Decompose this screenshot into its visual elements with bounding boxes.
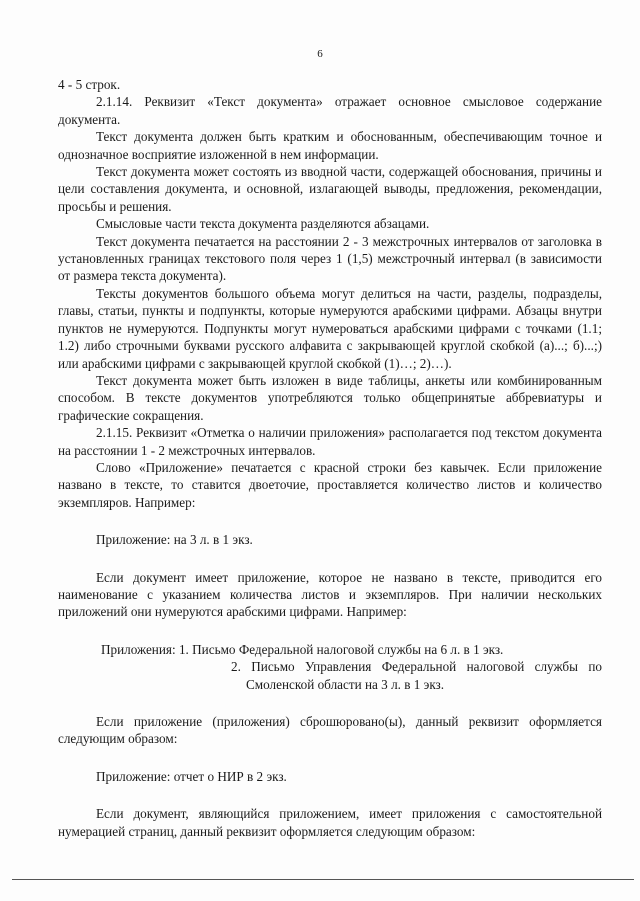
paragraph-paragraphs: Смысловые части текста документа разделяются абзацами. <box>96 216 430 232</box>
spacer <box>58 748 602 768</box>
paragraph-text-spacing: Текст документа печатается на расстоянии 2 - 3 межстрочных интервалов от заголовка в установленных границах текстового поля через 1 (1,5) межстрочный интервал (в зависимости от размера текста документа). <box>58 233 602 284</box>
spacer <box>58 621 602 641</box>
paragraph-text-parts: Текст документа может состоять из вводной части, содержащей обоснования, причины и цели составления документа, и основной, излагающей выводы, предложения, рекомендации, просьбы и решения. <box>58 164 602 214</box>
paragraph-brochured: Если приложение (приложения) сброшюровано(ы), данный реквизит оформляется следующим образом: <box>58 714 602 747</box>
paragraph-table-form: Текст документа может быть изложен в виде таблицы, анкеты или комбинированным способом. В тексте документов употребляются только общепринятые аббревиатуры и графические сокращения. <box>58 372 602 423</box>
attachments-label: Приложения: <box>101 641 179 657</box>
attachment-item-1: 1. Письмо Федеральной налоговой службы на 6 л. в 1 экз. <box>178 641 504 657</box>
spacer <box>58 511 602 531</box>
bottom-divider <box>12 879 634 880</box>
paragraph-unnamed-attachment: Если документ имеет приложение, которое не названо в тексте, приводится его наименование с указанием количества листов и экземпляров. При наличии нескольких приложений они нумеруются арабскими цифрами. Например: <box>58 569 602 620</box>
paragraph-self-numbered: Если документ, являющийся приложением, имеет приложения с самостоятельной нумерацией страниц, данный реквизит оформляется следующим образом: <box>58 806 602 839</box>
example-attachments-list <box>58 641 602 693</box>
document-body <box>58 76 602 840</box>
attachment-item-2-continued: Смоленской области на 3 л. в 1 экз. <box>246 676 445 692</box>
example-attachment-report: Приложение: отчет о НИР в 2 экз. <box>96 768 287 784</box>
spacer <box>58 549 602 569</box>
paragraph-2-1-15: 2.1.15. Реквизит «Отметка о наличии приложения» располагается под текстом документа на расстоянии 1 - 2 межстрочных интервалов. <box>58 425 602 458</box>
paragraph-large-texts: Тексты документов большого объема могут делиться на части, разделы, подразделы, главы, статьи, пункты и подпункты, которые нумеруются арабскими цифрами. Абзацы внутри пунктов не нумеруются. Подпункты могут нумероваться арабскими цифрами с точками (1.1; 1.2) либо строчными буквами русского алфавита с закрывающей круглой скобкой (а)...; б)...;) или арабскими цифрами с закрывающей круглой скобкой (1)…; 2)…). <box>58 285 602 371</box>
attachment-item-2: 2. Письмо Управления Федеральной налоговой службы по <box>231 659 602 675</box>
spacer <box>58 693 602 713</box>
page-number: 6 <box>317 48 323 60</box>
example-attachment-1: Приложение: на 3 л. в 1 экз. <box>96 532 253 548</box>
paragraph-line-count: 4 - 5 строк. <box>58 77 121 92</box>
paragraph-attachment-word: Слово «Приложение» печатается с красной строки без кавычек. Если приложение названо в тексте, то ставится двоеточие, проставляется количество листов и количество экземпляров. Например: <box>58 459 602 510</box>
paragraph-2-1-14: 2.1.14. Реквизит «Текст документа» отражает основное смысловое содержание документа. <box>58 94 602 127</box>
paragraph-text-brevity: Текст документа должен быть кратким и обоснованным, обеспечивающим точное и однозначное восприятие изложенной в нем информации. <box>58 129 602 162</box>
spacer <box>58 785 602 805</box>
